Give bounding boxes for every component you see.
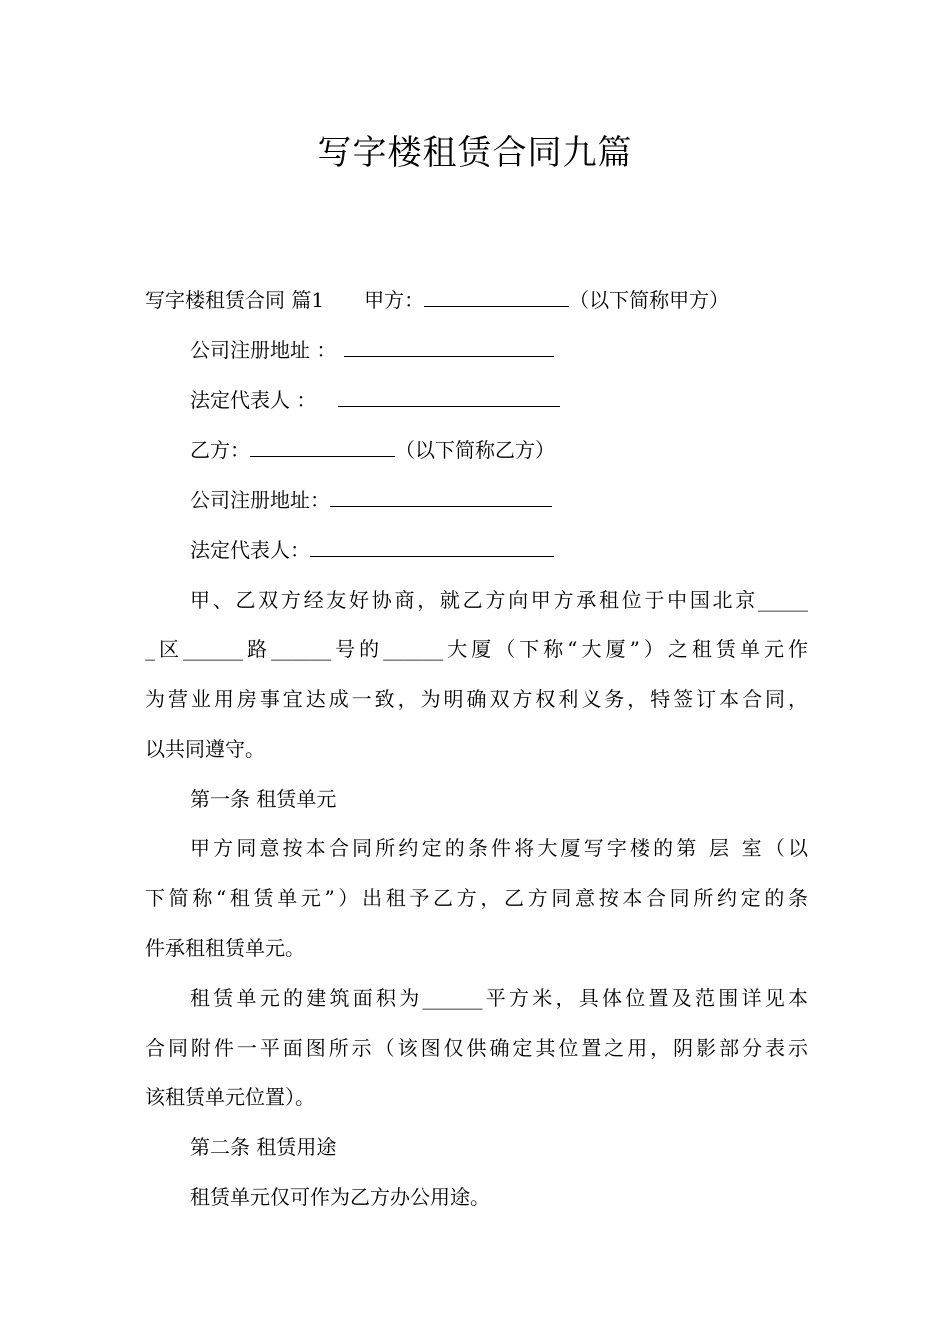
body-text-line: 下简称“租赁单元”）出租予乙方，乙方同意按本合同所约定的条 xyxy=(145,886,808,910)
party-a-address-label: 公司注册地址 ： xyxy=(190,338,337,362)
body-text-line: 合同附件一平面图所示（该图仅供确定其位置之用，阴影部分表示 xyxy=(145,1036,808,1060)
body-text-line: 租赁单元仅可作为乙方办公用途。 xyxy=(190,1185,490,1209)
page-title: 写字楼租赁合同九篇 xyxy=(317,133,633,173)
party-b-rep-line xyxy=(190,535,554,565)
party-b-line xyxy=(190,435,555,465)
party-a-address-line xyxy=(190,335,554,365)
party-b-address-label: 公司注册地址： xyxy=(190,488,330,512)
party-b-label: 乙方： xyxy=(190,438,250,462)
body-text-line: 租赁单元的建筑面积为______平方米，具体位置及范围详见本 xyxy=(190,986,808,1010)
body-text-line: 为营业用房事宜达成一致，为明确双方权利义务，特签订本合同， xyxy=(145,687,808,711)
body-text-line: 甲方同意按本合同所约定的条件将大厦写字楼的第 层 室（以 xyxy=(190,836,808,860)
party-b-rep-label: 法定代表人： xyxy=(190,538,310,562)
section-heading: 第二条 租赁用途 xyxy=(190,1135,337,1159)
party-b-rep-blank xyxy=(310,536,554,557)
body-text-line: 件承租租赁单元。 xyxy=(145,936,305,960)
party-b-address-blank xyxy=(330,486,552,507)
body-text-line: 甲、乙双方经友好协商，就乙方向甲方承租位于中国北京_____ xyxy=(190,588,808,612)
party-b-address-line xyxy=(190,485,552,515)
party-b-blank xyxy=(250,436,395,457)
body-text-line: _区______路______号的______大厦（下称“大厦”）之租赁单元作 xyxy=(145,637,808,661)
body-text-line: 该租赁单元位置）。 xyxy=(145,1085,315,1109)
party-a-rep-blank xyxy=(338,386,560,407)
section-heading: 第一条 租赁单元 xyxy=(190,787,337,811)
party-a-line xyxy=(145,285,729,315)
party-a-blank xyxy=(424,286,569,307)
party-a-rep-label: 法定代表人 ： xyxy=(190,388,317,412)
party-b-note: （以下简称乙方） xyxy=(395,438,555,462)
party-a-note: （以下简称甲方） xyxy=(569,288,730,312)
party-a-label: 写字楼租赁合同 篇1 甲方： xyxy=(145,288,425,312)
party-a-rep-line xyxy=(190,385,560,415)
party-a-address-blank xyxy=(344,336,554,357)
body-text-line: 以共同遵守。 xyxy=(145,737,265,761)
